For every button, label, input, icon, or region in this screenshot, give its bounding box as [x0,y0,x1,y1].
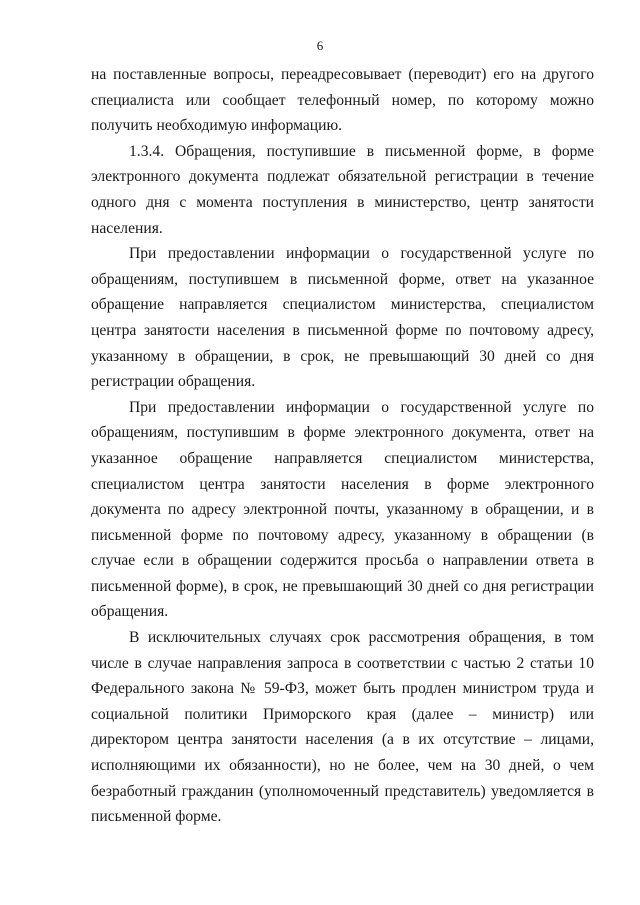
paragraph-written-response: При предоставлении информации о государственной услуге по обращениям, поступившем в письменной форме, ответ на указанное обращение направляется специалистом министерства, специалистом центра занятости населения в письменной форме по почтовому адресу, указанному в обращении, в срок, не превышающий 30 дней со дня регистрации обращения. [91,245,594,391]
paragraph-1-3-4-registration: 1.3.4. Обращения, поступившие в письменной форме, в форме электронного документа подлежат обязательной регистрации в течение одного дня с момента поступления в министерство, центр занятости населения. [91,142,594,237]
paragraph-electronic-response: При предоставлении информации о государственной услуге по обращениям, поступившим в форме электронного документа, ответ на указанное обращение направляется специалистом министерства, специалистом центра занятости населения в форме электронного документа по адресу электронной почты, указанному в обращении, и в письменной форме по почтовому адресу, указанному в обращении (в случае если в обращении содержится просьба о направлении ответа в письменной форме), в срок, не превышающий 30 дней со дня регистрации обращения. [91,398,594,621]
paragraph-exceptional-extension: В исключительных случаях срок рассмотрения обращения, в том числе в случае направления запроса в соответствии с частью 2 статьи 10 Федерального закона № 59-ФЗ, может быть продлен министром труда и социальной политики Приморского края (далее – министр) или директором центра занятости населения (а в их отсутствие – лицами, исполняющими их обязанности), но не более, чем на 30 дней, о чем безработный гражданин (уполномоченный представитель) уведомляется в письменной форме. [91,629,594,826]
page-number: 6 [316,38,324,53]
paragraph-continuation: на поставленные вопросы, переадресовывает (переводит) его на другого специалиста или сообщает телефонный номер, по которому можно получить необходимую информацию. [91,66,594,135]
document-body [91,62,594,830]
